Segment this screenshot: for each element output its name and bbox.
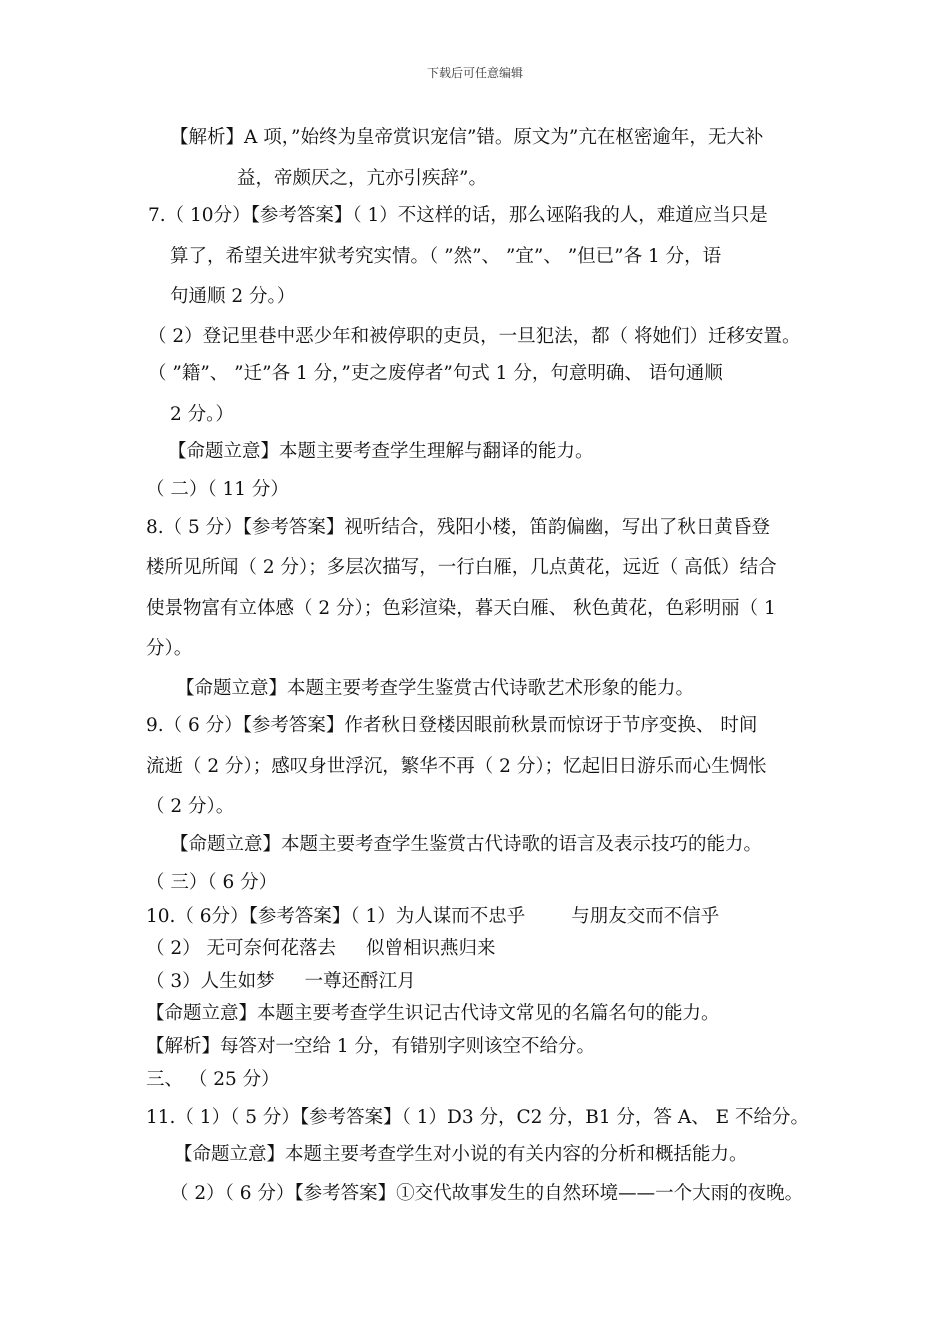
q7-intent: 【命题立意】本题主要考查学生理解与翻译的能力。 — [168, 441, 594, 462]
q10-intent: 【命题立意】本题主要考查学生识记古代诗文常见的名篇名句的能力。 — [146, 1003, 720, 1024]
q10-answer-3a: （ 3）人生如梦 — [146, 971, 275, 992]
q7-answer-line-6: 2 分。） — [170, 404, 234, 425]
q10-answer-3b: 一尊还酹江月 — [304, 971, 416, 992]
analysis-line-2: 益，帝颇厌之，亢亦引疾辞”。 — [237, 168, 487, 189]
q10-answer-1b: 与朋友交而不信乎 — [571, 906, 720, 927]
analysis-line-1: 【解析】A 项，”始终为皇帝赏识宠信”错。原文为”亢在枢密逾年，无大补 — [170, 127, 764, 148]
q9-answer-line-3: （ 2 分）。 — [146, 796, 235, 817]
page-header: 下载后可任意编辑 — [426, 66, 523, 80]
q10-answer-line-1 — [146, 905, 719, 929]
q11-2-answer: （ 2）（ 6 分）【参考答案】①交代故事发生的自然环境——一个大雨的夜晚。 — [170, 1183, 804, 1204]
q10-answer-line-2 — [146, 937, 496, 961]
q9-answer-line-2: 流逝（ 2 分）；感叹身世浮沉，繁华不再（ 2 分）；忆起旧日游乐而心生惆怅 — [146, 756, 767, 777]
q10-answer-line-3 — [146, 970, 416, 994]
q10-answer-1a: 10.（ 6分）【参考答案】（ 1）为人谋而不忠乎 — [146, 906, 526, 927]
q8-answer-line-2: 楼所见所闻（ 2 分）；多层次描写，一行白雁，几点黄花，远近（ 高低）结合 — [146, 557, 777, 578]
part-three-heading: 三、 （ 25 分） — [146, 1069, 280, 1090]
section-three-heading: （ 三）（ 6 分） — [146, 872, 278, 893]
q9-answer-line-1: 9.（ 6 分）【参考答案】作者秋日登楼因眼前秋景而惊讶于节序变换、 时间 — [146, 715, 758, 736]
q8-answer-line-1: 8.（ 5 分）【参考答案】视听结合，残阳小楼，笛韵偏幽，写出了秋日黄昏登 — [146, 517, 770, 538]
q7-answer-line-1: 7.（ 10分）【参考答案】（ 1）不这样的话，那么诬陷我的人，难道应当只是 — [148, 205, 768, 226]
q9-intent: 【命题立意】本题主要考查学生鉴赏古代诗歌的语言及表示技巧的能力。 — [170, 834, 763, 855]
q11-1-intent: 【命题立意】本题主要考查学生对小说的有关内容的分析和概括能力。 — [174, 1144, 748, 1165]
q10-analysis: 【解析】每答对一空给 1 分，有错别字则该空不给分。 — [146, 1036, 596, 1057]
q8-answer-line-3: 使景物富有立体感（ 2 分）；色彩渲染，暮天白雁、 秋色黄花，色彩明丽（ 1 — [146, 598, 776, 619]
section-two-heading: （ 二）（ 11 分） — [146, 479, 289, 500]
q7-answer-line-4: （ 2）登记里巷中恶少年和被停职的吏员，一旦犯法，都（ 将她们）迁移安置。 — [148, 326, 801, 347]
q7-answer-line-3: 句通顺 2 分。） — [170, 286, 296, 307]
q7-answer-line-2: 算了，希望关进牢狱考究实情。（ ”然”、 ”宜”、 ”但已”各 1 分，语 — [170, 246, 722, 267]
q8-intent: 【命题立意】本题主要考查学生鉴赏古代诗歌艺术形象的能力。 — [176, 678, 695, 699]
q11-1-answer: 11.（ 1）（ 5 分）【参考答案】（ 1）D3 分，C2 分，B1 分，答 A、 E 不给分。 — [146, 1107, 810, 1128]
q10-answer-2b: 似曾相识燕归来 — [366, 938, 496, 959]
q8-answer-line-4: 分）。 — [146, 638, 193, 659]
q10-answer-2a: （ 2） 无可奈何花落去 — [146, 938, 337, 959]
q7-answer-line-5: （ ”籍”、 ”迁”各 1 分，”吏之废停者”句式 1 分，句意明确、 语句通顺 — [148, 363, 723, 384]
